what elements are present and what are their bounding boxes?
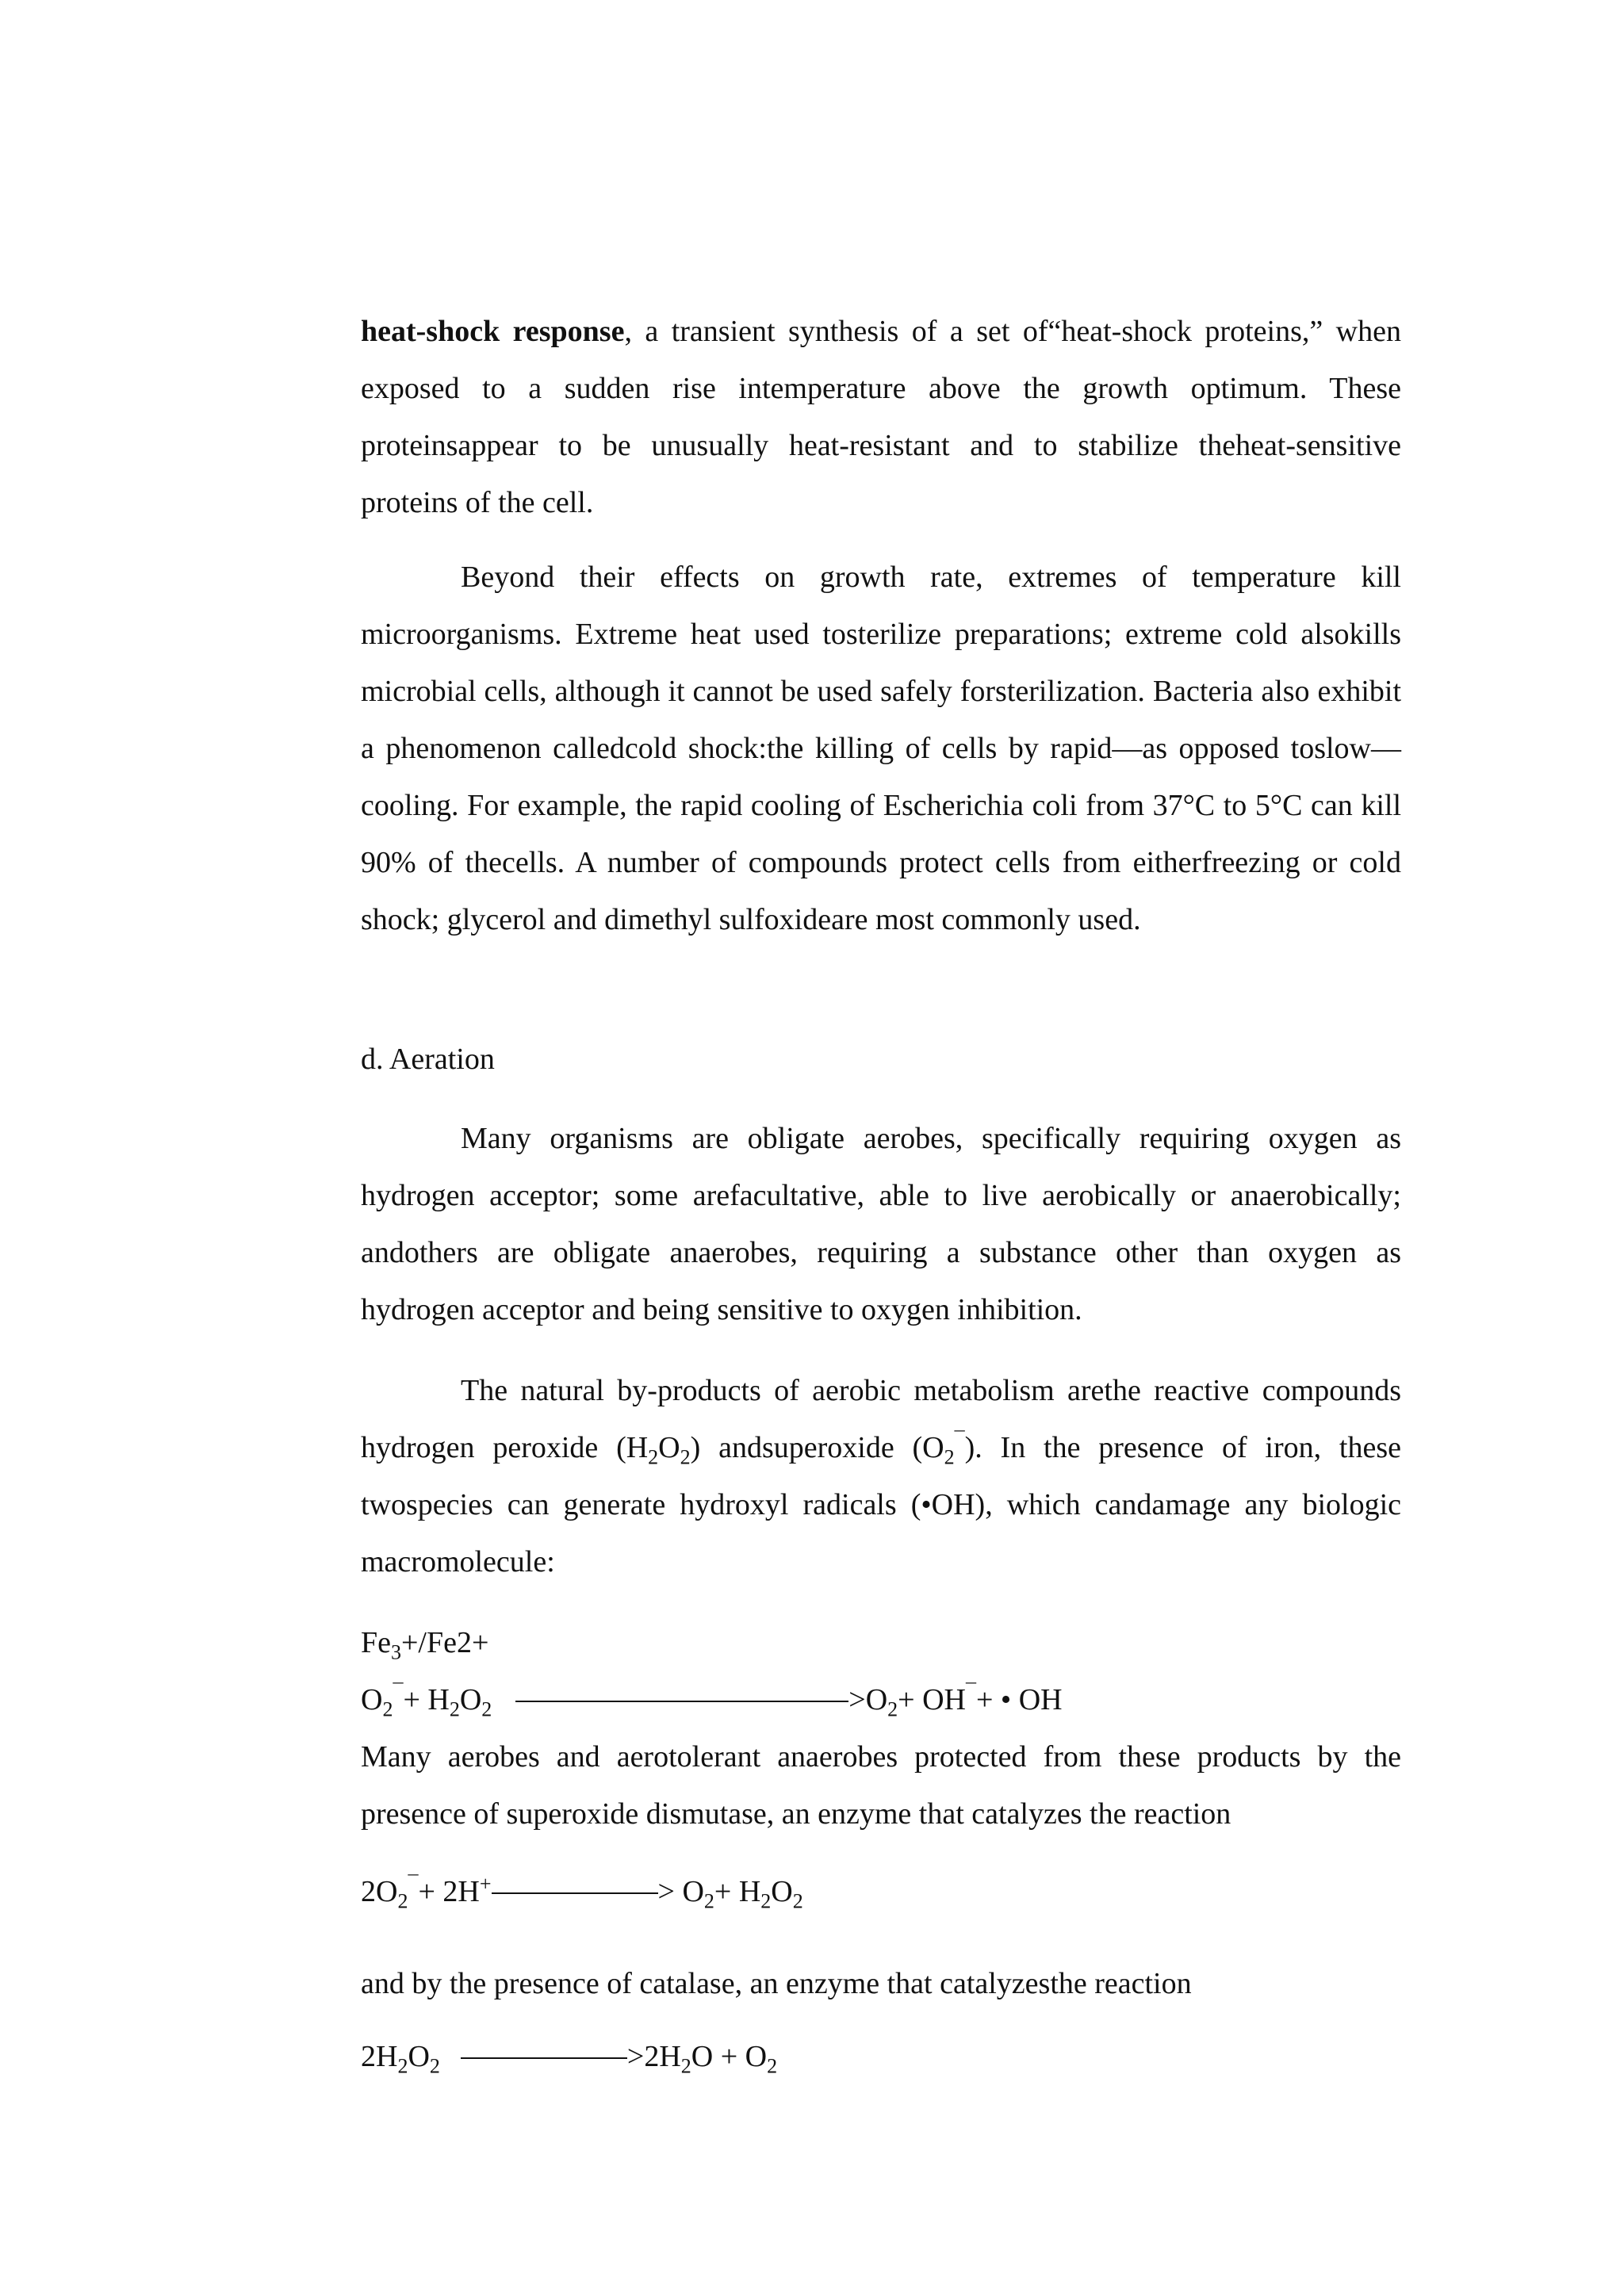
paragraph-superoxide-dismutase: Many aerobes and aerotolerant anaerobes protected from these products by the presence of superoxide dismutase, an enzyme that catalyzes the reaction <box>361 1740 1401 1831</box>
equation-1: $O_2^¯+ H_2O_2 >O_2+ OH^¯+$ • OH <box>361 1680 1063 1721</box>
reaction-arrow <box>461 2057 627 2059</box>
equation-2: $2O_2^¯+ 2H^+ > O_2+ H_2O_2$ <box>361 1872 803 1913</box>
reaction-arrow <box>515 1701 848 1702</box>
paragraph-catalase: and by the presence of catalase, an enzyme that catalyzesthe reaction <box>361 1967 1192 2000</box>
paragraph-temperature-extremes: Beyond their effects on growth rate, extremes of temperature kill microorganisms. Extreme heat used tosterilize preparations; extreme cold alsokills microbial cells, although it cannot be used safely forsterilization. Bacteria also exhibit a phenomenon calledcold shock:the killing of cells by rapid—as opposed toslow—cooling. For example, the rapid cooling of Escherichia coli from 37°C to 5°C can kill 90% of thecells. A number of compounds protect cells from eitherfreezing or cold shock; glycerol and dimethyl sulfoxideare most commonly used. <box>361 561 1401 936</box>
bold-term-heat-shock-response: heat-shock response <box>361 315 625 348</box>
equation-1-catalyst: $Fe_3+/Fe2+$ <box>361 1626 489 1664</box>
section-heading-aeration: d. Aeration <box>361 1043 495 1076</box>
paragraph-aerobes: Many organisms are obligate aerobes, specifically requiring oxygen as hydrogen acceptor; some arefacultative, able to live aerobically or anaerobically; andothers are obligate anaerobes, requiring a substance other than oxygen as hydrogen acceptor and being sensitive to oxygen inhibition. <box>361 1122 1401 1326</box>
paragraph-heat-shock-text: , a transient synthesis of a set of“heat-shock proteins,” when exposed to a sudden rise intemperature above the growth optimum. These proteinsappear to be unusually heat-resistant and to stabilize theheat-sensitive proteins of the cell. <box>361 315 1401 519</box>
equation-3: $2H_2O_2 >2H_2O + O_2$ <box>361 2040 778 2078</box>
paragraph-heat-shock <box>361 303 1401 531</box>
reaction-arrow <box>492 1892 658 1894</box>
paragraph-byproducts: The natural by-products of aerobic metabolism arethe reactive compounds hydrogen peroxide $(H_2O_2)$ andsuperoxide $(O_2^¯)$. In the presence of iron, these twospecies can generate hydroxyl radicals (•OH), which candamage any biologic macromolecule: <box>361 1374 1401 1578</box>
